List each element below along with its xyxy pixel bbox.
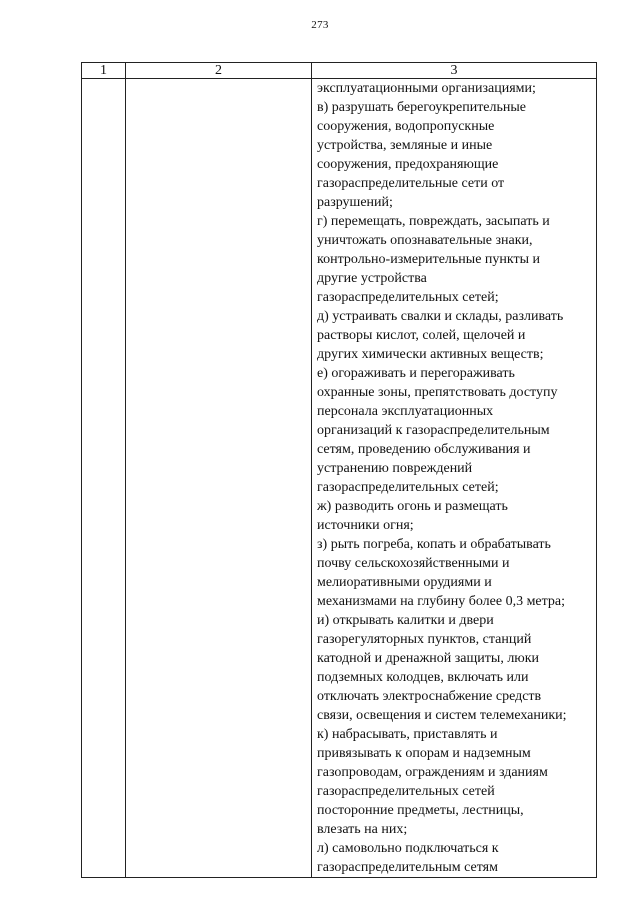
text-line: газораспределительных сетей; bbox=[317, 480, 499, 495]
text-line: в) разрушать берегоукрепительные bbox=[317, 100, 527, 115]
column-3-text bbox=[312, 79, 596, 877]
text-line: механизмами на глубину более 0,3 метра; bbox=[317, 594, 566, 609]
text-line: газораспределительных сетей bbox=[317, 784, 495, 799]
text-line: связи, освещения и систем телемеханики; bbox=[317, 708, 567, 723]
text-line: устранению повреждений bbox=[317, 461, 473, 476]
column-1-cell bbox=[82, 79, 126, 878]
text-line: е) огораживать и перегораживать bbox=[317, 366, 515, 381]
text-line: ж) разводить огонь и размещать bbox=[317, 499, 508, 514]
text-line: устройства, земляные и иные bbox=[317, 138, 493, 153]
text-line: разрушений; bbox=[317, 195, 393, 210]
text-line: эксплуатационными организациями; bbox=[317, 81, 536, 96]
text-line: газораспределительным сетям bbox=[317, 860, 498, 875]
text-line: газорегуляторных пунктов, станций bbox=[317, 632, 532, 647]
text-line: сооружения, предохраняющие bbox=[317, 157, 499, 172]
text-line: газопроводам, ограждениям и зданиям bbox=[317, 765, 548, 780]
text-line: охранные зоны, препятствовать доступу bbox=[317, 385, 558, 400]
text-line: сетям, проведению обслуживания и bbox=[317, 442, 531, 457]
text-line: почву сельскохозяйственными и bbox=[317, 556, 510, 571]
table-header-row bbox=[82, 63, 597, 79]
text-line: привязывать к опорам и надземным bbox=[317, 746, 531, 761]
text-line: к) набрасывать, приставлять и bbox=[317, 727, 498, 742]
text-line: уничтожать опознавательные знаки, bbox=[317, 233, 533, 248]
text-line: з) рыть погреба, копать и обрабатывать bbox=[317, 537, 551, 552]
text-line: другие устройства bbox=[317, 271, 427, 286]
text-line: л) самовольно подключаться к bbox=[317, 841, 499, 856]
document-table bbox=[81, 62, 597, 878]
text-line: катодной и дренажной защиты, люки bbox=[317, 651, 540, 666]
table-row bbox=[82, 79, 597, 878]
text-line: газораспределительных сетей; bbox=[317, 290, 499, 305]
text-line: растворы кислот, солей, щелочей и bbox=[317, 328, 526, 343]
text-line: мелиоративными орудиями и bbox=[317, 575, 492, 590]
column-header-3: 3 bbox=[312, 63, 597, 79]
column-2-cell bbox=[126, 79, 312, 878]
text-line: д) устраивать свалки и склады, разливать bbox=[317, 309, 564, 324]
text-line: других химически активных веществ; bbox=[317, 347, 544, 362]
column-3-cell bbox=[312, 79, 597, 878]
text-line: организаций к газораспределительным bbox=[317, 423, 550, 438]
page-number: 273 bbox=[311, 19, 329, 31]
text-line: газораспределительные сети от bbox=[317, 176, 505, 191]
column-header-2: 2 bbox=[126, 63, 312, 79]
text-line: влезать на них; bbox=[317, 822, 408, 837]
text-line: источники огня; bbox=[317, 518, 414, 533]
text-line: г) перемещать, повреждать, засыпать и bbox=[317, 214, 550, 229]
text-line: отключать электроснабжение средств bbox=[317, 689, 542, 704]
text-line: сооружения, водопропускные bbox=[317, 119, 495, 134]
text-line: посторонние предметы, лестницы, bbox=[317, 803, 524, 818]
text-line: подземных колодцев, включать или bbox=[317, 670, 529, 685]
text-line: контрольно-измерительные пункты и bbox=[317, 252, 541, 267]
text-line: персонала эксплуатационных bbox=[317, 404, 494, 419]
column-header-1: 1 bbox=[82, 63, 126, 79]
text-line: и) открывать калитки и двери bbox=[317, 613, 494, 628]
